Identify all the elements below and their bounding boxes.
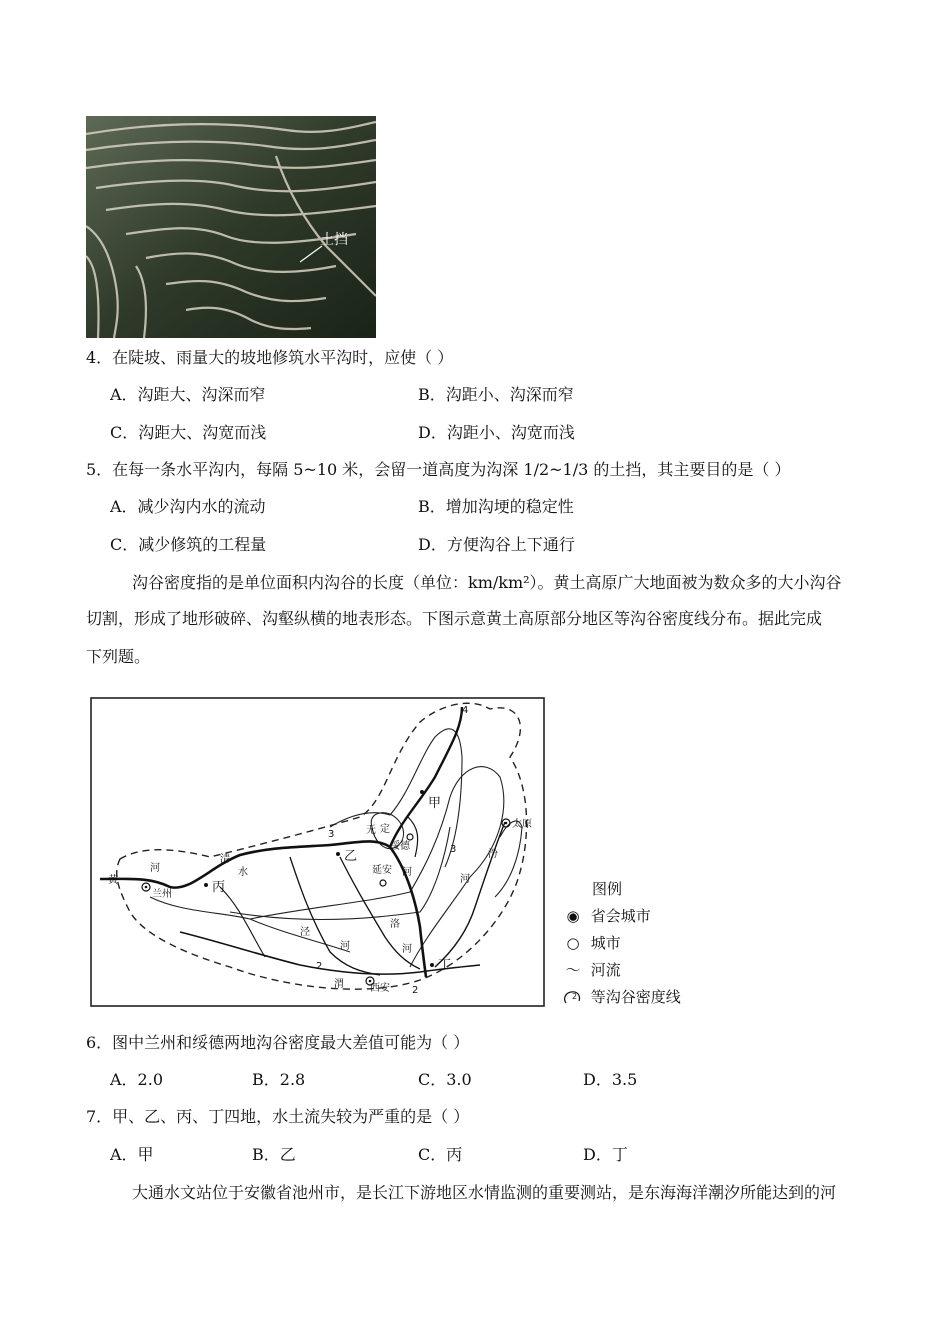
city-icon: ○ [566, 934, 580, 952]
intro-line-3: 下列题。 [86, 647, 151, 666]
legend-city-label: 城市 [590, 934, 621, 952]
earth-dam-label: 土挡 [320, 232, 348, 248]
river-icon: 〜 [565, 961, 581, 979]
q7-option-c: C．丙 [418, 1145, 463, 1164]
legend-contour-number: 2 [572, 991, 578, 1001]
q4-option-b: B．沟距小、沟深而窄 [418, 385, 574, 404]
river-fen-label: 汾 [488, 849, 498, 860]
q7-option-b: B．乙 [252, 1145, 296, 1164]
contour-icon [560, 984, 586, 1011]
tail-line-1: 大通水文站位于安徽省池州市，是长江下游地区水情监测的重要测站，是东海海洋潮汐所能达到的河 [132, 1183, 837, 1202]
river-he-label-5: 河 [402, 944, 412, 955]
question-6-stem: 6．图中兰州和绥德两地沟谷密度最大差值可能为（ ） [86, 1033, 470, 1052]
q6-option-b: B．2.8 [252, 1070, 306, 1089]
river-he-label-4: 河 [340, 941, 350, 952]
q6-option-a: A．2.0 [110, 1070, 164, 1089]
legend-item-city [560, 930, 681, 957]
map-legend [560, 876, 681, 1011]
river-jing-label: 泾 [300, 927, 310, 938]
intro-line-1: 沟谷密度指的是单位面积内沟谷的长度（单位：km/km²）。黄土高原广大地面被为数众多的大小沟谷 [132, 573, 842, 592]
contour-label-2b: 2 [412, 985, 419, 996]
gully-density-map [90, 697, 545, 1007]
city-yanan: 延安 [372, 865, 392, 876]
place-bing: 丙 [212, 880, 226, 895]
terrace-photo [86, 116, 376, 338]
city-lanzhou: 兰州 [152, 889, 172, 900]
river-wei-label: 渭 [334, 979, 344, 990]
river-he-label-2: 河 [402, 867, 412, 878]
river-he-label-1: 河 [150, 863, 160, 874]
river-qing-label: 清 [220, 854, 230, 865]
question-5-stem: 5．在每一条水平沟内，每隔 5~10 米，会留一道高度为沟深 1/2~1/3 的土挡，其主要目的是（ ） [86, 460, 791, 479]
q6-option-d: D．3.5 [583, 1070, 638, 1089]
river-wuding-label-2: 定 [380, 824, 390, 835]
city-suide: 绥德 [390, 841, 410, 852]
capital-city-icon: ◉ [566, 907, 580, 925]
city-xian: 西安 [370, 983, 390, 994]
legend-item-river [560, 957, 681, 984]
q5-option-b: B．增加沟埂的稳定性 [418, 497, 574, 516]
q4-option-d: D．沟距小、沟宽而浅 [418, 423, 575, 442]
legend-capital-label: 省会城市 [590, 907, 651, 925]
q7-option-d: D．丁 [583, 1145, 628, 1164]
legend-title: 图例 [592, 880, 623, 898]
river-huang-label: 黄 [108, 875, 118, 886]
q6-option-c: C．3.0 [418, 1070, 472, 1089]
contour-label-4: 4 [462, 705, 469, 716]
place-yi: 乙 [344, 849, 358, 864]
legend-item-contour [560, 984, 681, 1011]
river-shui-label: 水 [238, 867, 248, 878]
q5-option-a: A．减少沟内水的流动 [110, 497, 266, 516]
legend-item-capital [560, 903, 681, 930]
city-taiyuan: 太原 [512, 819, 532, 830]
river-wuding-label-1: 无 [366, 825, 376, 836]
river-he-label-3: 河 [460, 874, 470, 885]
river-luo-label: 洛 [390, 919, 400, 930]
question-4-stem: 4．在陡坡、雨量大的坡地修筑水平沟时，应使（ ） [86, 348, 454, 367]
q5-option-c: C．减少修筑的工程量 [110, 535, 267, 554]
place-jia: 甲 [428, 796, 442, 811]
q5-option-d: D．方便沟谷上下通行 [418, 535, 575, 554]
legend-contour-label: 等沟谷密度线 [590, 988, 681, 1006]
contour-label-3a: 3 [328, 829, 335, 840]
place-ding: 丁 [438, 958, 452, 973]
legend-river-label: 河流 [590, 961, 621, 979]
q4-option-c: C．沟距大、沟宽而浅 [110, 423, 267, 442]
question-7-stem: 7．甲、乙、丙、丁四地，水土流失较为严重的是（ ） [86, 1107, 470, 1126]
q4-option-a: A．沟距大、沟深而窄 [110, 385, 266, 404]
intro-line-2: 切割，形成了地形破碎、沟壑纵横的地表形态。下图示意黄土高原部分地区等沟谷密度线分布。据此完成 [86, 609, 823, 628]
contour-label-2a: 2 [316, 961, 323, 972]
q7-option-a: A．甲 [110, 1145, 154, 1164]
contour-label-3b: 3 [450, 844, 457, 855]
